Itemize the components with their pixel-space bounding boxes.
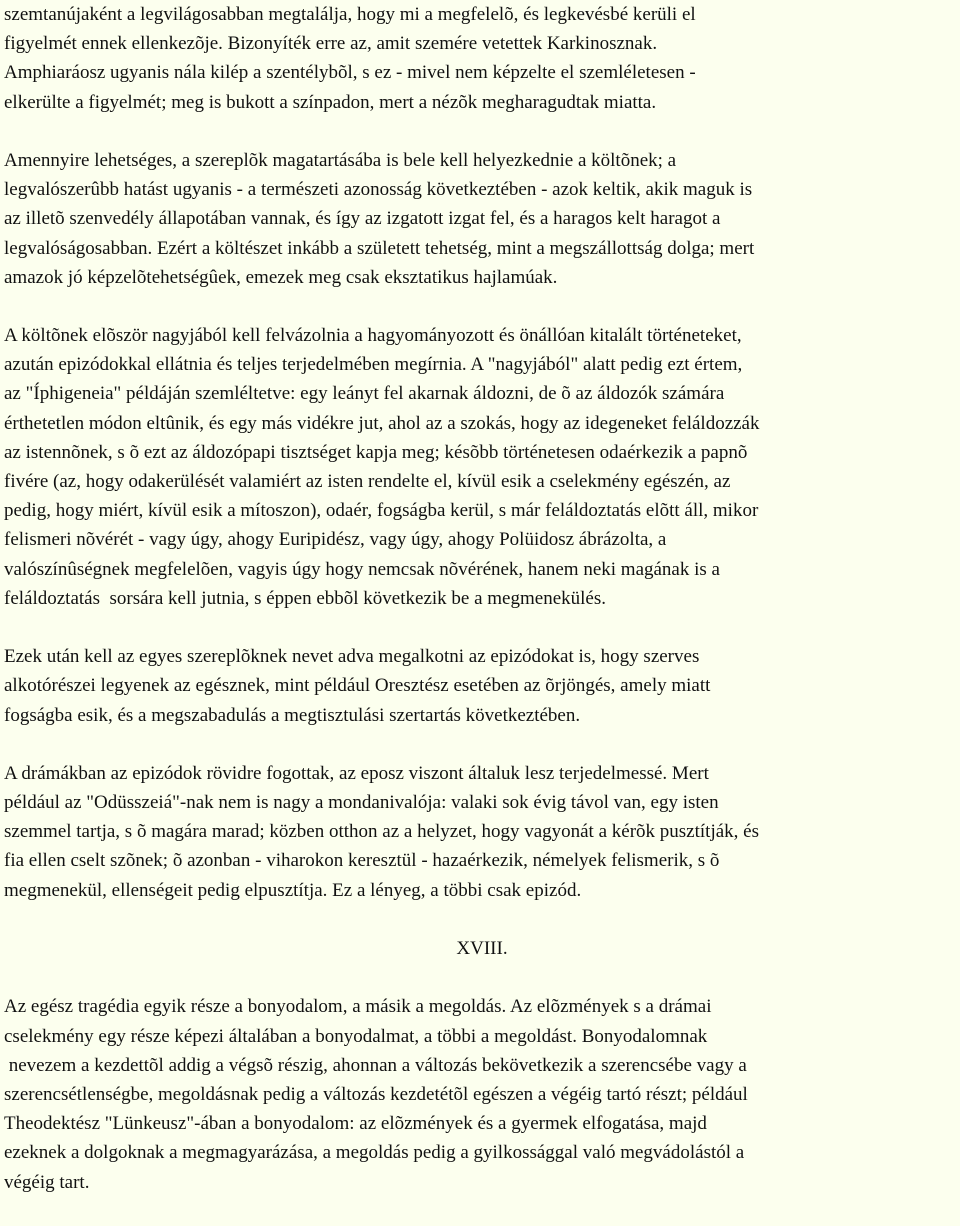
text-line: valószínûségnek megfelelõen, vagyis úgy hogy nemcsak nõvérének, hanem neki magának is a: [4, 558, 720, 580]
text-line: végéig tart.: [4, 1171, 90, 1193]
text-line: Ezek után kell az egyes szereplõknek nevet adva megalkotni az epizódokat is, hogy szerves: [4, 646, 700, 668]
text-line: az istennõnek, s õ ezt az áldozópapi tisztséget kapja meg; késõbb történetesen odaérkezik a papnõ: [4, 441, 748, 463]
text-line: cselekmény egy része képezi általában a bonyodalmat, a többi a megoldást. Bonyodalomnak: [4, 1025, 708, 1047]
text-line: alkotórészei legyenek az egésznek, mint például Oresztész esetében az õrjöngés, amely miatt: [4, 675, 711, 697]
text-line: az "Íphigeneia" példáján szemléltetve: egy leányt fel akarnak áldozni, de õ az áldozók számára: [4, 383, 725, 405]
paragraph-2: [4, 146, 960, 292]
text-line: amazok jó képzelõtehetségûek, emezek meg csak eksztatikus hajlamúak.: [4, 266, 558, 288]
text-line: az illetõ szenvedély állapotában vannak, és így az izgatott izgat fel, és a haragos kelt haragot a: [4, 208, 721, 230]
text-line: pedig, hogy miért, kívül esik a mítoszon), odaér, fogságba kerül, s már feláldoztatás elõtt áll, mikor: [4, 500, 759, 522]
chapter-heading: [4, 934, 960, 963]
text-line: A drámákban az epizódok rövidre fogottak, az eposz viszont általuk lesz terjedelmessé. Mert: [4, 762, 709, 784]
chapter-heading-text: XVIII.: [456, 938, 508, 959]
paragraph-4: [4, 642, 960, 730]
paragraph-6: [4, 992, 960, 1196]
text-line: szemtanújaként a legvilágosabban megtalálja, hogy mi a megfelelõ, és legkevésbé kerüli el: [4, 4, 696, 25]
text-line: például az "Odüsszeiá"-nak nem is nagy a mondanivalója: valaki sok évig távol van, egy isten: [4, 792, 719, 814]
paragraph-3: [4, 321, 960, 613]
text-line: Theodektész "Lünkeusz"-ában a bonyodalom: az elõzmények és a gyermek elfogatása, majd: [4, 1113, 707, 1135]
text-line: fogságba esik, és a megszabadulás a megtisztulási szertartás következtében.: [4, 704, 581, 726]
paragraph-1: [4, 0, 960, 117]
text-line: azután epizódokkal ellátnia és teljes terjedelmében megírnia. A "nagyjából" alatt pedig ezt értem,: [4, 354, 743, 376]
text-line: legvalószerûbb hatást ugyanis - a természeti azonosság következtében - azok keltik, akik maguk is: [4, 179, 753, 201]
text-line: feláldoztatás sorsára kell jutnia, s éppen ebbõl következik be a megmenekülés.: [4, 587, 606, 609]
text-line: nevezem a kezdettõl addig a végsõ részig, ahonnan a változás bekövetkezik a szerencsébe vagy a: [4, 1054, 747, 1076]
text-line: elkerülte a figyelmét; meg is bukott a színpadon, mert a nézõk megharagudtak miatta.: [4, 91, 657, 113]
text-line: Amennyire lehetséges, a szereplõk magatartásába is bele kell helyezkednie a költõnek; a: [4, 149, 677, 171]
text-line: Amphiaráosz ugyanis nála kilép a szentélybõl, s ez - mivel nem képzelte el szemléletesen -: [4, 62, 696, 84]
text-line: fivére (az, hogy odakerülését valamiért az isten rendelte el, kívül esik a cselekmény egészén, az: [4, 471, 731, 492]
text-line: érthetetlen módon eltûnik, és egy más vidékre jut, ahol az a szokás, hogy az idegeneket feláldozzák: [4, 412, 760, 434]
text-line: megmenekül, ellenségeit pedig elpusztítja. Ez a lényeg, a többi csak epizód.: [4, 879, 582, 901]
text-line: szemmel tartja, s õ magára marad; közben otthon az a helyzet, hogy vagyonát a kérõk pusztítják, és: [4, 821, 759, 843]
text-line: ezeknek a dolgoknak a megmagyarázása, a megoldás pedig a gyilkossággal való megvádolástól a: [4, 1142, 745, 1164]
document-body: [4, 0, 960, 1226]
text-line: A költõnek elõször nagyjából kell felvázolnia a hagyományozott és önállóan kitalált történeteket,: [4, 325, 742, 347]
text-line: felismeri nõvérét - vagy úgy, ahogy Euripidész, vagy úgy, ahogy Polüidosz ábrázolta, a: [4, 529, 667, 551]
text-line: szerencsétlenségbe, megoldásnak pedig a változás kezdetétõl egészen a végéig tartó részt; például: [4, 1083, 748, 1105]
text-line: Az egész tragédia egyik része a bonyodalom, a másik a megoldás. Az elõzmények s a drámai: [4, 996, 712, 1018]
paragraph-5: [4, 759, 960, 905]
text-line: legvalóságosabban. Ezért a költészet inkább a született tehetség, mint a megszállottság dolga; mert: [4, 237, 755, 259]
text-line: fia ellen cselt szõnek; õ azonban - viharokon keresztül - hazaérkezik, némelyek felismerik, s õ: [4, 850, 720, 872]
text-line: figyelmét ennek ellenkezõje. Bizonyíték erre az, amit szemére vetettek Karkinosznak.: [4, 33, 658, 55]
